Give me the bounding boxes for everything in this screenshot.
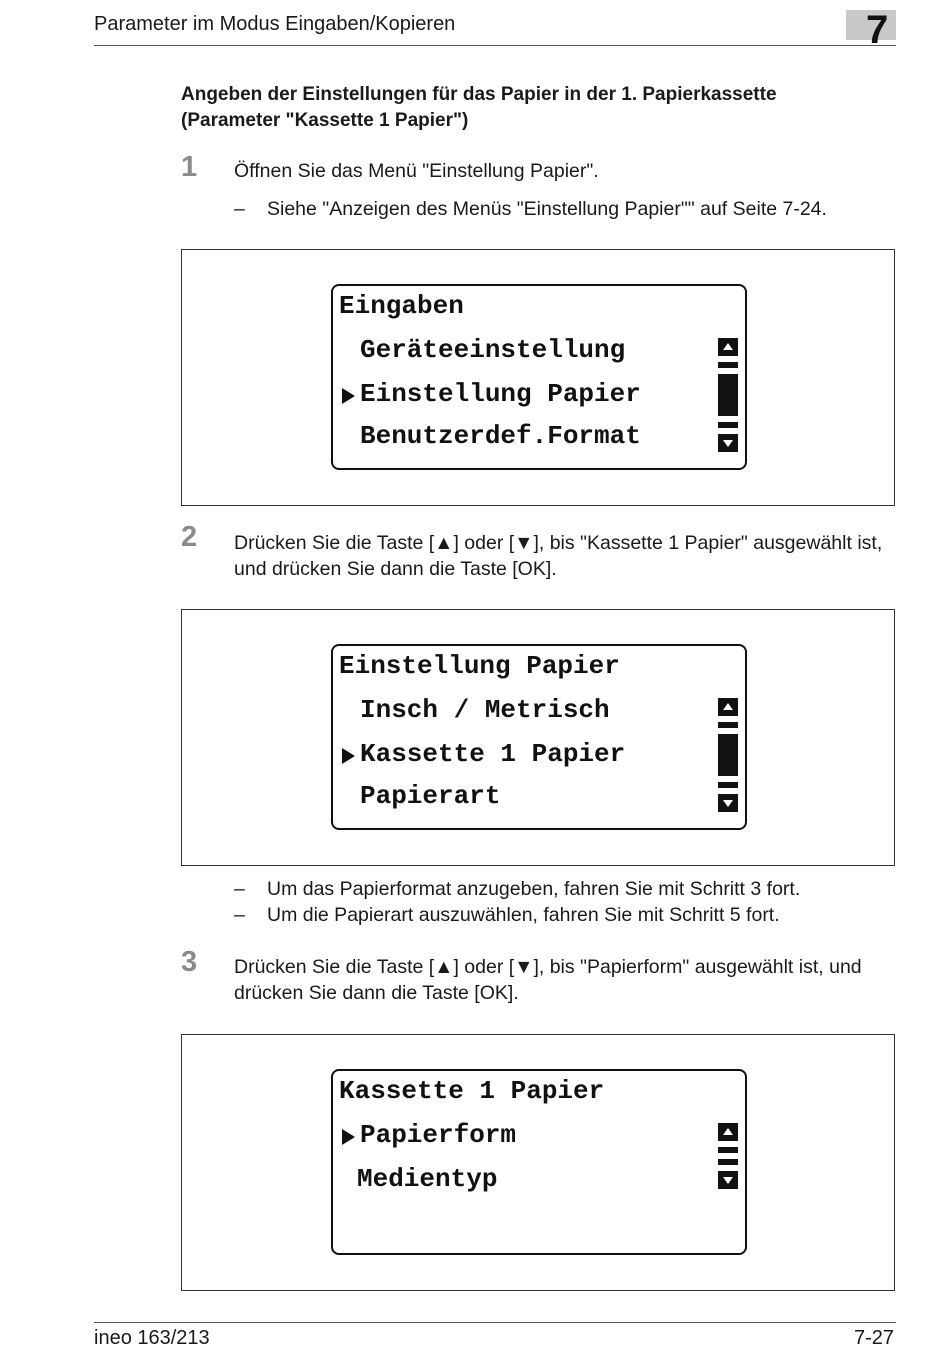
scrollbar-divider xyxy=(718,362,738,368)
running-header: Parameter im Modus Eingaben/Kopieren xyxy=(94,13,456,35)
sub-item-text: Um die Papierart auszuwählen, fahren Sie mit Schritt 5 fort. xyxy=(267,904,780,926)
scroll-down-icon xyxy=(718,434,738,452)
step-number: 2 xyxy=(181,521,198,553)
scrollbar-divider xyxy=(718,782,738,788)
lcd-display xyxy=(331,1069,747,1255)
scrollbar-divider xyxy=(718,722,738,728)
lcd-menu-item: Geräteeinstellung xyxy=(360,335,626,365)
cursor-arrow-icon xyxy=(342,748,355,764)
lcd-display xyxy=(331,284,747,470)
lcd-menu-item-selected: Einstellung Papier xyxy=(360,379,641,409)
bullet-dash: – xyxy=(234,904,245,926)
step-text: Drücken Sie die Taste [▲] oder [▼], bis "Kassette 1 Papier" ausgewählt ist, und drücken Sie dann die Taste [OK]. xyxy=(234,532,883,580)
header-rule xyxy=(94,45,896,46)
step-text: Drücken Sie die Taste [▲] oder [▼], bis "Papierform" ausgewählt ist, und drücken Sie dann die Taste [OK]. xyxy=(234,956,862,1004)
bullet-dash: – xyxy=(234,198,245,220)
lcd-menu-item: Benutzerdef.Format xyxy=(360,421,641,451)
lcd-title: Kassette 1 Papier xyxy=(339,1076,605,1106)
lcd-menu-item-selected: Kassette 1 Papier xyxy=(360,739,626,769)
figure-lcd-screen xyxy=(181,249,895,506)
footer-model: ineo 163/213 xyxy=(94,1327,210,1349)
lcd-menu-item-selected: Papierform xyxy=(360,1120,517,1150)
scrollbar-divider xyxy=(718,422,738,428)
step-number: 1 xyxy=(181,151,198,183)
lcd-title: Einstellung Papier xyxy=(339,651,620,681)
cursor-arrow-icon xyxy=(342,1129,355,1145)
lcd-menu-item: Insch / Metrisch xyxy=(360,695,610,725)
scroll-up-icon xyxy=(718,1123,738,1141)
step-number: 3 xyxy=(181,946,198,978)
lcd-display xyxy=(331,644,747,830)
scrollbar xyxy=(718,338,738,458)
lcd-menu-item: Medientyp xyxy=(357,1164,498,1194)
bullet-dash: – xyxy=(234,878,245,900)
scrollbar xyxy=(718,698,738,818)
scroll-up-icon xyxy=(718,338,738,356)
scroll-down-icon xyxy=(718,1171,738,1189)
section-heading: Angeben der Einstellungen für das Papier in der 1. Papierkassette (Parameter "Kassette 1 Papier") xyxy=(181,84,777,131)
sub-item-text: Um das Papierformat anzugeben, fahren Sie mit Schritt 3 fort. xyxy=(267,878,801,900)
footer-rule xyxy=(94,1322,896,1323)
cursor-arrow-icon xyxy=(342,388,355,404)
lcd-menu-item: Papierart xyxy=(360,781,501,811)
footer-page-number: 7-27 xyxy=(853,1327,894,1349)
sub-item-text: Siehe "Anzeigen des Menüs "Einstellung Papier"" auf Seite 7-24. xyxy=(267,198,827,220)
scrollbar-divider xyxy=(718,1159,738,1165)
step-text: Öffnen Sie das Menü "Einstellung Papier". xyxy=(234,160,599,182)
scroll-thumb xyxy=(718,734,738,776)
figure-lcd-screen xyxy=(181,609,895,866)
scroll-down-icon xyxy=(718,794,738,812)
scroll-up-icon xyxy=(718,698,738,716)
scrollbar xyxy=(718,1123,738,1243)
scrollbar-divider xyxy=(718,1147,738,1153)
chapter-number: 7 xyxy=(866,8,889,52)
scroll-thumb xyxy=(718,374,738,416)
figure-lcd-screen xyxy=(181,1034,895,1291)
lcd-title: Eingaben xyxy=(339,291,464,321)
